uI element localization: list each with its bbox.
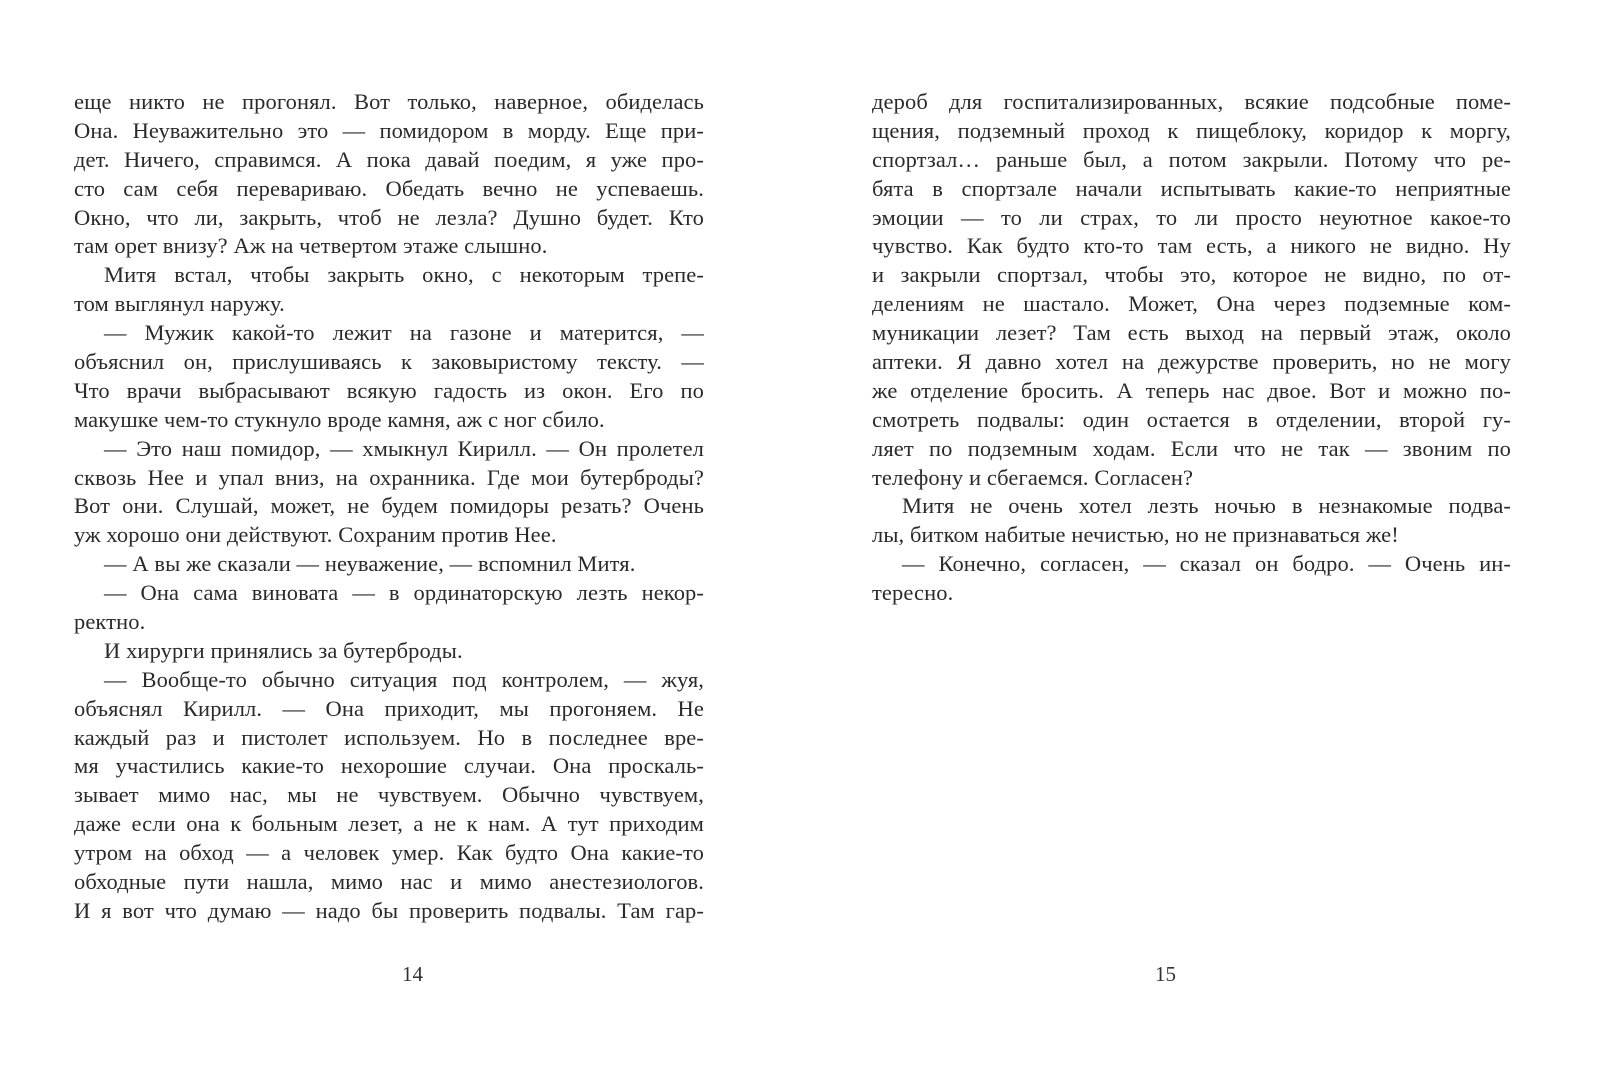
text-line: дет. Ничего, справимся. А пока давай поедим, я уже про- <box>74 146 704 172</box>
right-page-text <box>872 88 1511 608</box>
text-line: лы, битком набитые нечистью, но не признаваться же! <box>872 522 1399 548</box>
text-line: макушке чем-то стукнуло вроде камня, аж с ног сбило. <box>74 406 605 432</box>
text-line: еще никто не прогонял. Вот только, наверное, обиделась <box>74 89 704 114</box>
text-line: сквозь Нее и упал вниз, на охранника. Где мои бутерброды? <box>74 464 704 490</box>
text-line: сто сам себя перевариваю. Обедать вечно не успеваешь. <box>74 175 704 201</box>
text-line: эмоции — то ли страх, то ли просто неуютное какое-то <box>872 204 1511 230</box>
text-line: бята в спортзале начали испытывать какие-то неприятные <box>872 175 1511 201</box>
text-line: объяснил он, прислушиваясь к заковыристому тексту. — <box>74 349 704 375</box>
text-line: спортзал… раньше был, а потом закрыли. Потому что ре- <box>872 146 1511 172</box>
text-line: объяснял Кирилл. — Она приходит, мы прогоняем. Не <box>74 695 704 721</box>
text-line: — Конечно, согласен, — сказал он бодро. — Очень ин- <box>902 551 1511 577</box>
text-line: ректно. <box>74 609 146 635</box>
text-line: Окно, что ли, закрыть, чтоб не лезла? Душно будет. Кто <box>74 204 704 230</box>
text-line: тересно. <box>872 580 954 606</box>
text-line: щения, подземный проход к пищеблоку, коридор к моргу, <box>872 117 1511 143</box>
text-line: уж хорошо они действуют. Сохраним против Нее. <box>74 522 557 548</box>
text-line: том выглянул наружу. <box>74 291 285 317</box>
page-number-right: 15 <box>1155 962 1176 986</box>
text-line: мя участились какие-то нехорошие случаи. Она проскаль- <box>74 753 704 779</box>
text-line: Она. Неуважительно это — помидором в морду. Еще при- <box>74 117 704 143</box>
text-line: каждый раз и пистолет используем. Но в последнее вре- <box>74 724 704 750</box>
text-line: муникации лезет? Там есть выход на первый этаж, около <box>872 320 1511 346</box>
text-line: аптеки. Я давно хотел на дежурстве проверить, но не могу <box>872 349 1511 375</box>
text-line: Митя не очень хотел лезть ночью в незнакомые подва- <box>902 493 1511 519</box>
left-page-text <box>74 88 704 926</box>
text-line: утром на обход — а человек умер. Как будто Она какие-то <box>74 840 704 866</box>
text-line: И я вот что думаю — надо бы проверить подвалы. Там гар- <box>74 897 704 923</box>
text-line: даже если она к больным лезет, а не к нам. А тут приходим <box>74 811 704 837</box>
text-line: — Мужик какой-то лежит на газоне и матерится, — <box>104 320 704 346</box>
text-line: — Она сама виновата — в ординаторскую лезть некор- <box>104 580 704 606</box>
text-line: И хирурги принялись за бутерброды. <box>104 637 463 663</box>
text-line: зывает мимо нас, мы не чувствуем. Обычно чувствуем, <box>74 782 704 808</box>
text-line: Вот они. Слушай, может, не будем помидоры резать? Очень <box>74 493 704 519</box>
text-line: же отделение бросить. А теперь нас двое. Вот и можно по- <box>872 377 1511 403</box>
text-line: — Это наш помидор, — хмыкнул Кирилл. — Он пролетел <box>104 435 704 461</box>
text-line: делениям не шастало. Может, Она через подземные ком- <box>872 291 1511 317</box>
text-line: обходные пути нашла, мимо нас и мимо анестезиологов. <box>74 869 704 895</box>
text-line: телефону и сбегаемся. Согласен? <box>872 464 1194 490</box>
page-number-left: 14 <box>402 962 423 986</box>
text-line: там орет внизу? Аж на четвертом этаже слышно. <box>74 233 548 259</box>
text-line: чувство. Как будто кто-то там есть, а никого не видно. Ну <box>872 233 1511 259</box>
text-line: Митя встал, чтобы закрыть окно, с некоторым трепе- <box>104 262 704 288</box>
text-line: — Вообще-то обычно ситуация под контролем, — жуя, <box>104 666 704 692</box>
text-line: ляет по подземным ходам. Если что не так — звоним по <box>872 435 1511 461</box>
text-line: дероб для госпитализированных, всякие подсобные поме- <box>872 89 1511 114</box>
text-line: смотреть подвалы: один остается в отделении, второй гу- <box>872 406 1511 432</box>
text-line: — А вы же сказали — неуважение, — вспомнил Митя. <box>104 551 636 577</box>
text-line: и закрыли спортзал, чтобы это, которое не видно, по от- <box>872 262 1511 288</box>
text-line: Что врачи выбрасывают всякую гадость из окон. Его по <box>74 377 704 403</box>
